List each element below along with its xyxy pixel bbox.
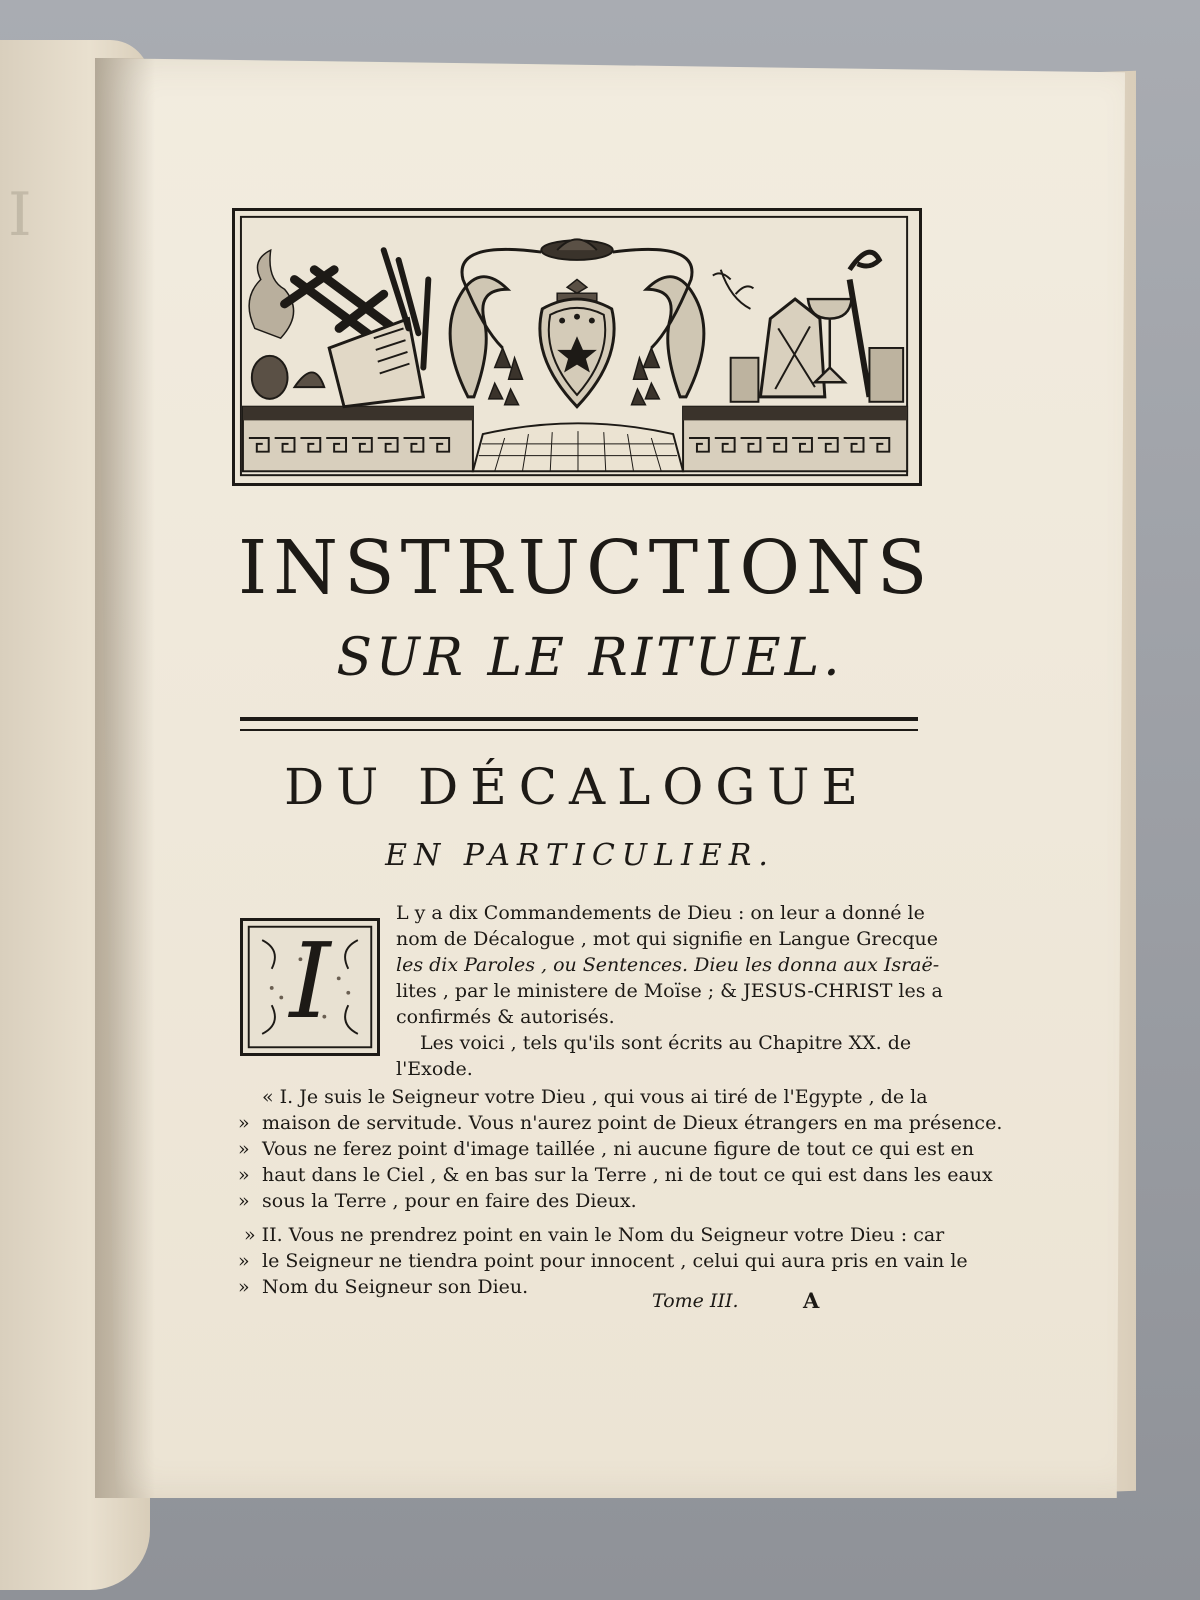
guillemet-mark: »	[238, 1164, 250, 1186]
guillemet-mark: »	[238, 1112, 250, 1134]
guillemet-mark: »	[238, 1190, 250, 1212]
commandment-1-line-3: Vous ne ferez point d'image taillée , ni aucune figure de tout ce qui est en	[262, 1138, 975, 1160]
commandment-2-line-2: le Seigneur ne tiendra point pour innocent , celui qui aura pris en vain le	[262, 1250, 968, 1272]
footer-signature-mark: A	[803, 1288, 820, 1313]
commandment-2-line-3: Nom du Seigneur son Dieu.	[262, 1276, 529, 1298]
intro-line-5: confirmés & autorisés.	[396, 1006, 615, 1028]
headpiece-engraving	[232, 208, 922, 486]
main-title-line-2: SUR LE RITUEL.	[336, 628, 844, 688]
dropcap-letter: I	[289, 920, 331, 1042]
intro-line-6: Les voici , tels qu'ils sont écrits au Chapitre XX. de	[420, 1032, 912, 1054]
section-heading: DU DÉCALOGUE	[284, 758, 870, 816]
intro-line-2: nom de Décalogue , mot qui signifie en Langue Grecque	[396, 928, 938, 950]
commandment-1-line-1: « I. Je suis le Seigneur votre Dieu , qui vous ai tiré de l'Egypte , de la	[262, 1086, 928, 1108]
intro-line-1: L y a dix Commandements de Dieu : on leur a donné le	[396, 902, 925, 924]
double-rule-divider	[240, 717, 918, 731]
footer-tome-label: Tome III.	[652, 1290, 739, 1312]
dropcap-ornament	[240, 918, 380, 1056]
commandment-1-line-5: sous la Terre , pour en faire des Dieux.	[262, 1190, 637, 1212]
commandment-1-line-2: maison de servitude. Vous n'aurez point de Dieux étrangers en ma présence.	[262, 1112, 1003, 1134]
intro-line-4: lites , par le ministere de Moïse ; & JESUS-CHRIST les a	[396, 980, 943, 1002]
guillemet-mark: »	[238, 1276, 250, 1298]
guillemet-mark: »	[238, 1138, 250, 1160]
commandment-2-line-1: » II. Vous ne prendrez point en vain le Nom du Seigneur votre Dieu : car	[244, 1224, 945, 1246]
headpiece-illustration	[235, 211, 919, 483]
intro-line-7: l'Exode.	[396, 1058, 473, 1080]
guillemet-mark: »	[238, 1250, 250, 1272]
intro-line-3: les dix Paroles , ou Sentences. Dieu les donna aux Israë-	[396, 954, 940, 976]
commandment-1-line-4: haut dans le Ciel , & en bas sur la Terre , ni de tout ce qui est dans les eaux	[262, 1164, 993, 1186]
section-subheading: EN PARTICULIER.	[385, 838, 775, 873]
gutter-shadow	[95, 58, 155, 1498]
left-page-bleed-mark: I	[8, 180, 32, 250]
main-title-line-1: INSTRUCTIONS	[238, 525, 934, 611]
